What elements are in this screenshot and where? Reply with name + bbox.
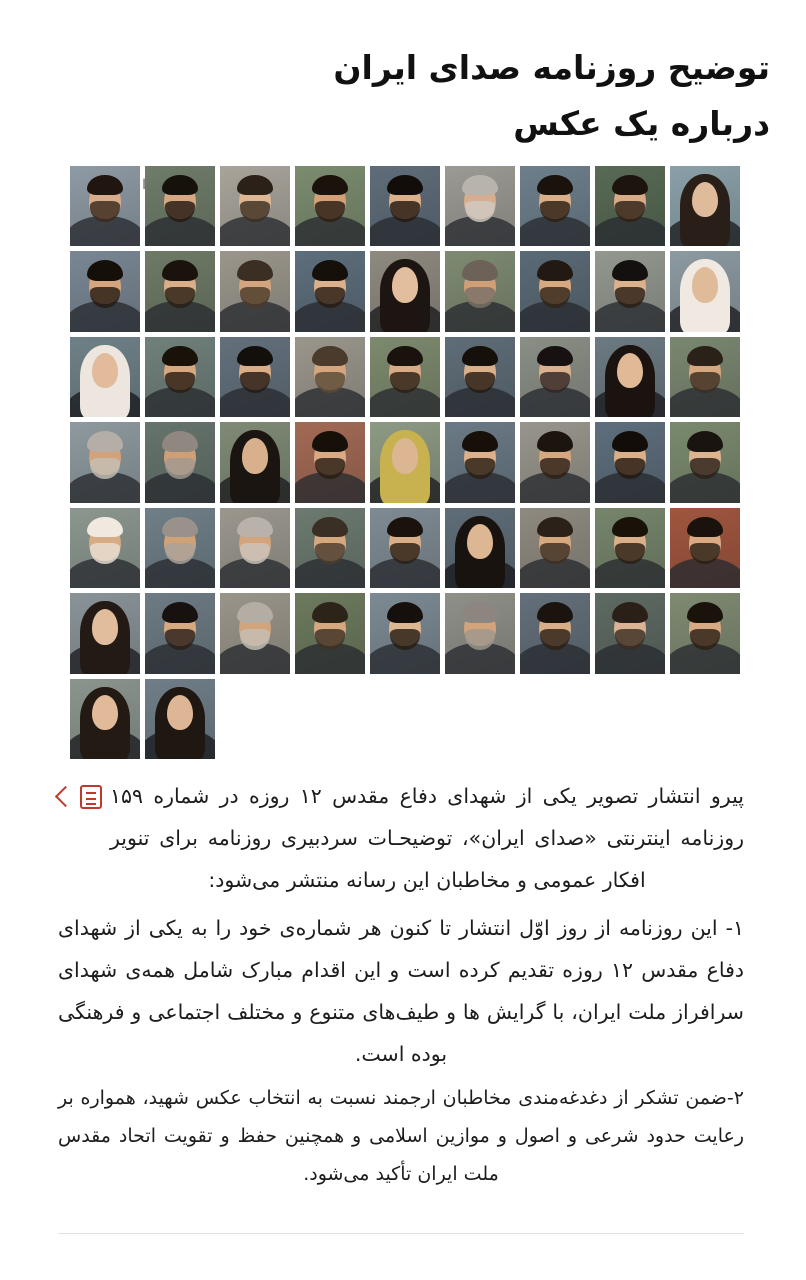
- portrait-photo: [595, 166, 665, 247]
- portrait-photo: [370, 508, 440, 589]
- portrait-photo: [295, 508, 365, 589]
- portrait-photo: [595, 422, 665, 503]
- portrait-photo: [520, 166, 590, 247]
- portrait-photo: [70, 166, 140, 247]
- portrait-photo: [145, 422, 215, 503]
- document-icon: [80, 785, 102, 809]
- portrait-photo: [295, 422, 365, 503]
- portrait-photo: [220, 337, 290, 418]
- portrait-photo: [145, 166, 215, 247]
- portrait-photo: [70, 679, 140, 760]
- portrait-photo: [220, 166, 290, 247]
- portrait-photo: [670, 593, 740, 674]
- portrait-photo: [595, 337, 665, 418]
- portrait-photo: [145, 593, 215, 674]
- portrait-photo: [220, 508, 290, 589]
- portrait-photo: [520, 422, 590, 503]
- portrait-photo: [295, 166, 365, 247]
- portrait-photo: [70, 593, 140, 674]
- portrait-photo: [295, 251, 365, 332]
- portrait-photo: [370, 166, 440, 247]
- portrait-photo: [520, 251, 590, 332]
- portrait-photo: [445, 166, 515, 247]
- portrait-photo: [295, 337, 365, 418]
- portrait-photo: [445, 508, 515, 589]
- headline-line-2: درباره یک عکس: [513, 103, 770, 143]
- portrait-photo: [670, 251, 740, 332]
- portrait-photo: [70, 337, 140, 418]
- lead-row: [58, 775, 744, 901]
- portrait-photo: [520, 593, 590, 674]
- portrait-photo: [70, 251, 140, 332]
- portrait-photo: [445, 337, 515, 418]
- portrait-photo: [670, 422, 740, 503]
- page-title: [0, 0, 806, 148]
- portrait-photo: [670, 337, 740, 418]
- portrait-photo: [370, 337, 440, 418]
- portrait-photo: [595, 508, 665, 589]
- portrait-photo: [220, 593, 290, 674]
- headline-line-1: توضیح روزنامه صدای ایران: [333, 48, 770, 87]
- martyrs-photo-collage: [0, 166, 806, 760]
- portrait-photo: [70, 422, 140, 503]
- portrait-photo: [70, 508, 140, 589]
- paragraph-1: ۱- این روزنامه از روز اوّل انتشار تا کنون هر شماره‌ی خود را به یکی از شهدای دفاع مقدس ۱۲ روزه تقدیم کرده است و این اقدام مبارک شامل همه‌ی شهدای سرافراز ملت ایران، با گرایش ها و طیف‌های متنوع و مختلف اجتماعی و فرهنگی بوده است.: [58, 916, 745, 1067]
- portrait-photo: [220, 422, 290, 503]
- portrait-photo: [370, 422, 440, 503]
- portrait-photo: [145, 251, 215, 332]
- portrait-photo: [145, 679, 215, 760]
- portrait-photo: [445, 251, 515, 332]
- portrait-photo: [595, 251, 665, 332]
- lead-icons: [58, 775, 102, 809]
- portrait-photo: [445, 422, 515, 503]
- article-body: [0, 759, 806, 1207]
- portrait-photo: [370, 251, 440, 332]
- portrait-photo: [670, 166, 740, 247]
- chevron-left-icon: [55, 786, 76, 807]
- portrait-photo: [145, 508, 215, 589]
- portrait-photo: [445, 593, 515, 674]
- portrait-photo: [670, 508, 740, 589]
- photo-grid: [70, 166, 740, 760]
- portrait-photo: [520, 337, 590, 418]
- portrait-photo: [370, 593, 440, 674]
- portrait-photo: [520, 508, 590, 589]
- footer-divider: [58, 1233, 744, 1234]
- portrait-photo: [295, 593, 365, 674]
- lead-paragraph: پیرو انتشار تصویر یکی از شهدای دفاع مقدس ۱۲ روزه در شماره ۱۵۹ روزنامه اینترنتی «صدای ایران»، توضیحـات سردبیری روزنامه برای تنویر افکار عمومی و مخاطبان این رسانه منتشر می‌شود:: [110, 784, 744, 893]
- portrait-photo: [220, 251, 290, 332]
- portrait-photo: [145, 337, 215, 418]
- paragraph-2: ۲-ضمن تشکر از دغدغه‌مندی مخاطبان ارجمند نسبت به انتخاب عکس شهید، همواره بر رعایت حدود شرعی و اصول و موازین اسلامی و همچنین حفظ و تقویت اتحاد مقدس ملت ایران تأکید می‌شود.: [58, 1087, 744, 1186]
- portrait-photo: [595, 593, 665, 674]
